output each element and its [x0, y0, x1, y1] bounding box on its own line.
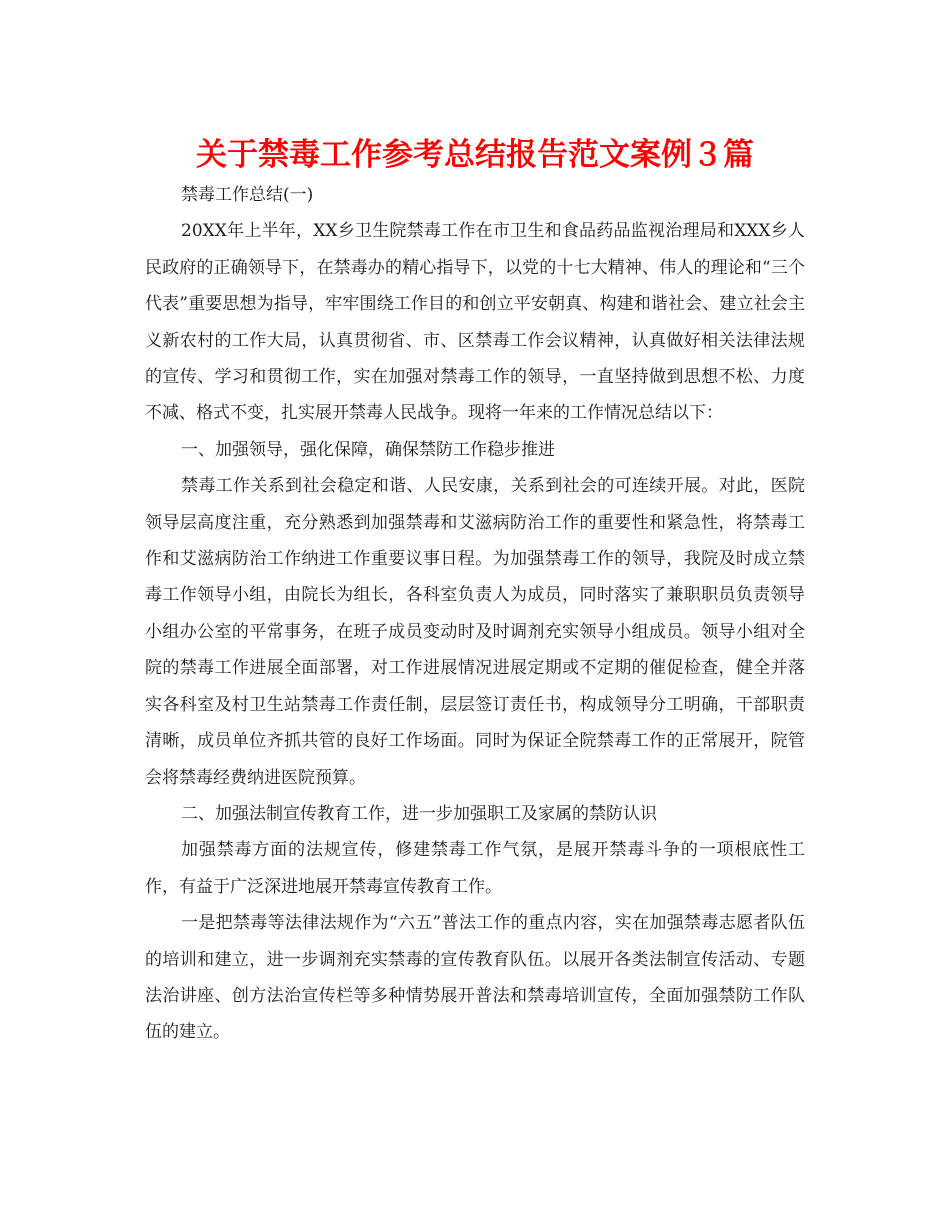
section-heading: 二、加强法制宣传教育工作，进一步加强职工及家属的禁防认识	[181, 803, 657, 824]
paragraph: 禁毒工作关系到社会稳定和谐、人民安康，关系到社会的可连续开展。对此，医院领导层高度注重，充分熟悉到加强禁毒和艾滋病防治工作的重要性和紧急性，将禁毒工作和艾滋病防治工作纳进工作重要议事日程。为加强禁毒工作的领导，我院及时成立禁毒工作领导小组，由院长为组长，各科室负责人为成员，同时落实了兼职职员负责领导小组办公室的平常事务，在班子成员变动时及时调剂充实领导小组成员。领导小组对全院的禁毒工作进展全面部署，对工作进展情况进展定期或不定期的催促检查，健全并落实各科室及村卫生站禁毒工作责任制，层层签订责任书，构成领导分工明确，干部职责清晰，成员单位齐抓共管的良好工作场面。同时为保证全院禁毒工作的正常展开，院管会将禁毒经费纳进医院预算。	[145, 476, 805, 788]
paragraph: 加强禁毒方面的法规宣传，修建禁毒工作气氛，是展开禁毒斗争的一项根底性工作，有益于广泛深进地展开禁毒宣传教育工作。	[145, 840, 805, 897]
document-body	[145, 177, 805, 1051]
paragraph: 20XX年上半年，XX乡卫生院禁毒工作在市卫生和食品药品监视治理局和XXX乡人民政府的正确领导下，在禁毒办的精心指导下，以党的十七大精神、伟人的理论和“三个代表”重要思想为指导，牢牢围绕工作目的和创立平安朝真、构建和谐社会、建立社会主义新农村的工作大局，认真贯彻省、市、区禁毒工作会议精神，认真做好相关法律法规的宣传、学习和贯彻工作，实在加强对禁毒工作的领导，一直坚持做到思想不松、力度不减、格式不变，扎实展开禁毒人民战争。现将一年来的工作情况总结以下：	[145, 221, 805, 424]
section-heading: 一、加强领导，强化保障，确保禁防工作稳步推进	[181, 439, 555, 460]
section-heading: 禁毒工作总结(一)	[181, 185, 314, 205]
paragraph: 一是把禁毒等法律法规作为“六五”普法工作的重点内容，实在加强禁毒志愿者队伍的培训和建立，进一步调剂充实禁毒的宣传教育队伍。以展开各类法制宣传活动、专题法治讲座、创方法治宣传栏等多种情势展开普法和禁毒培训宣传，全面加强禁防工作队伍的建立。	[145, 913, 805, 1043]
document-title: 关于禁毒工作参考总结报告范文案例３篇	[196, 137, 754, 173]
